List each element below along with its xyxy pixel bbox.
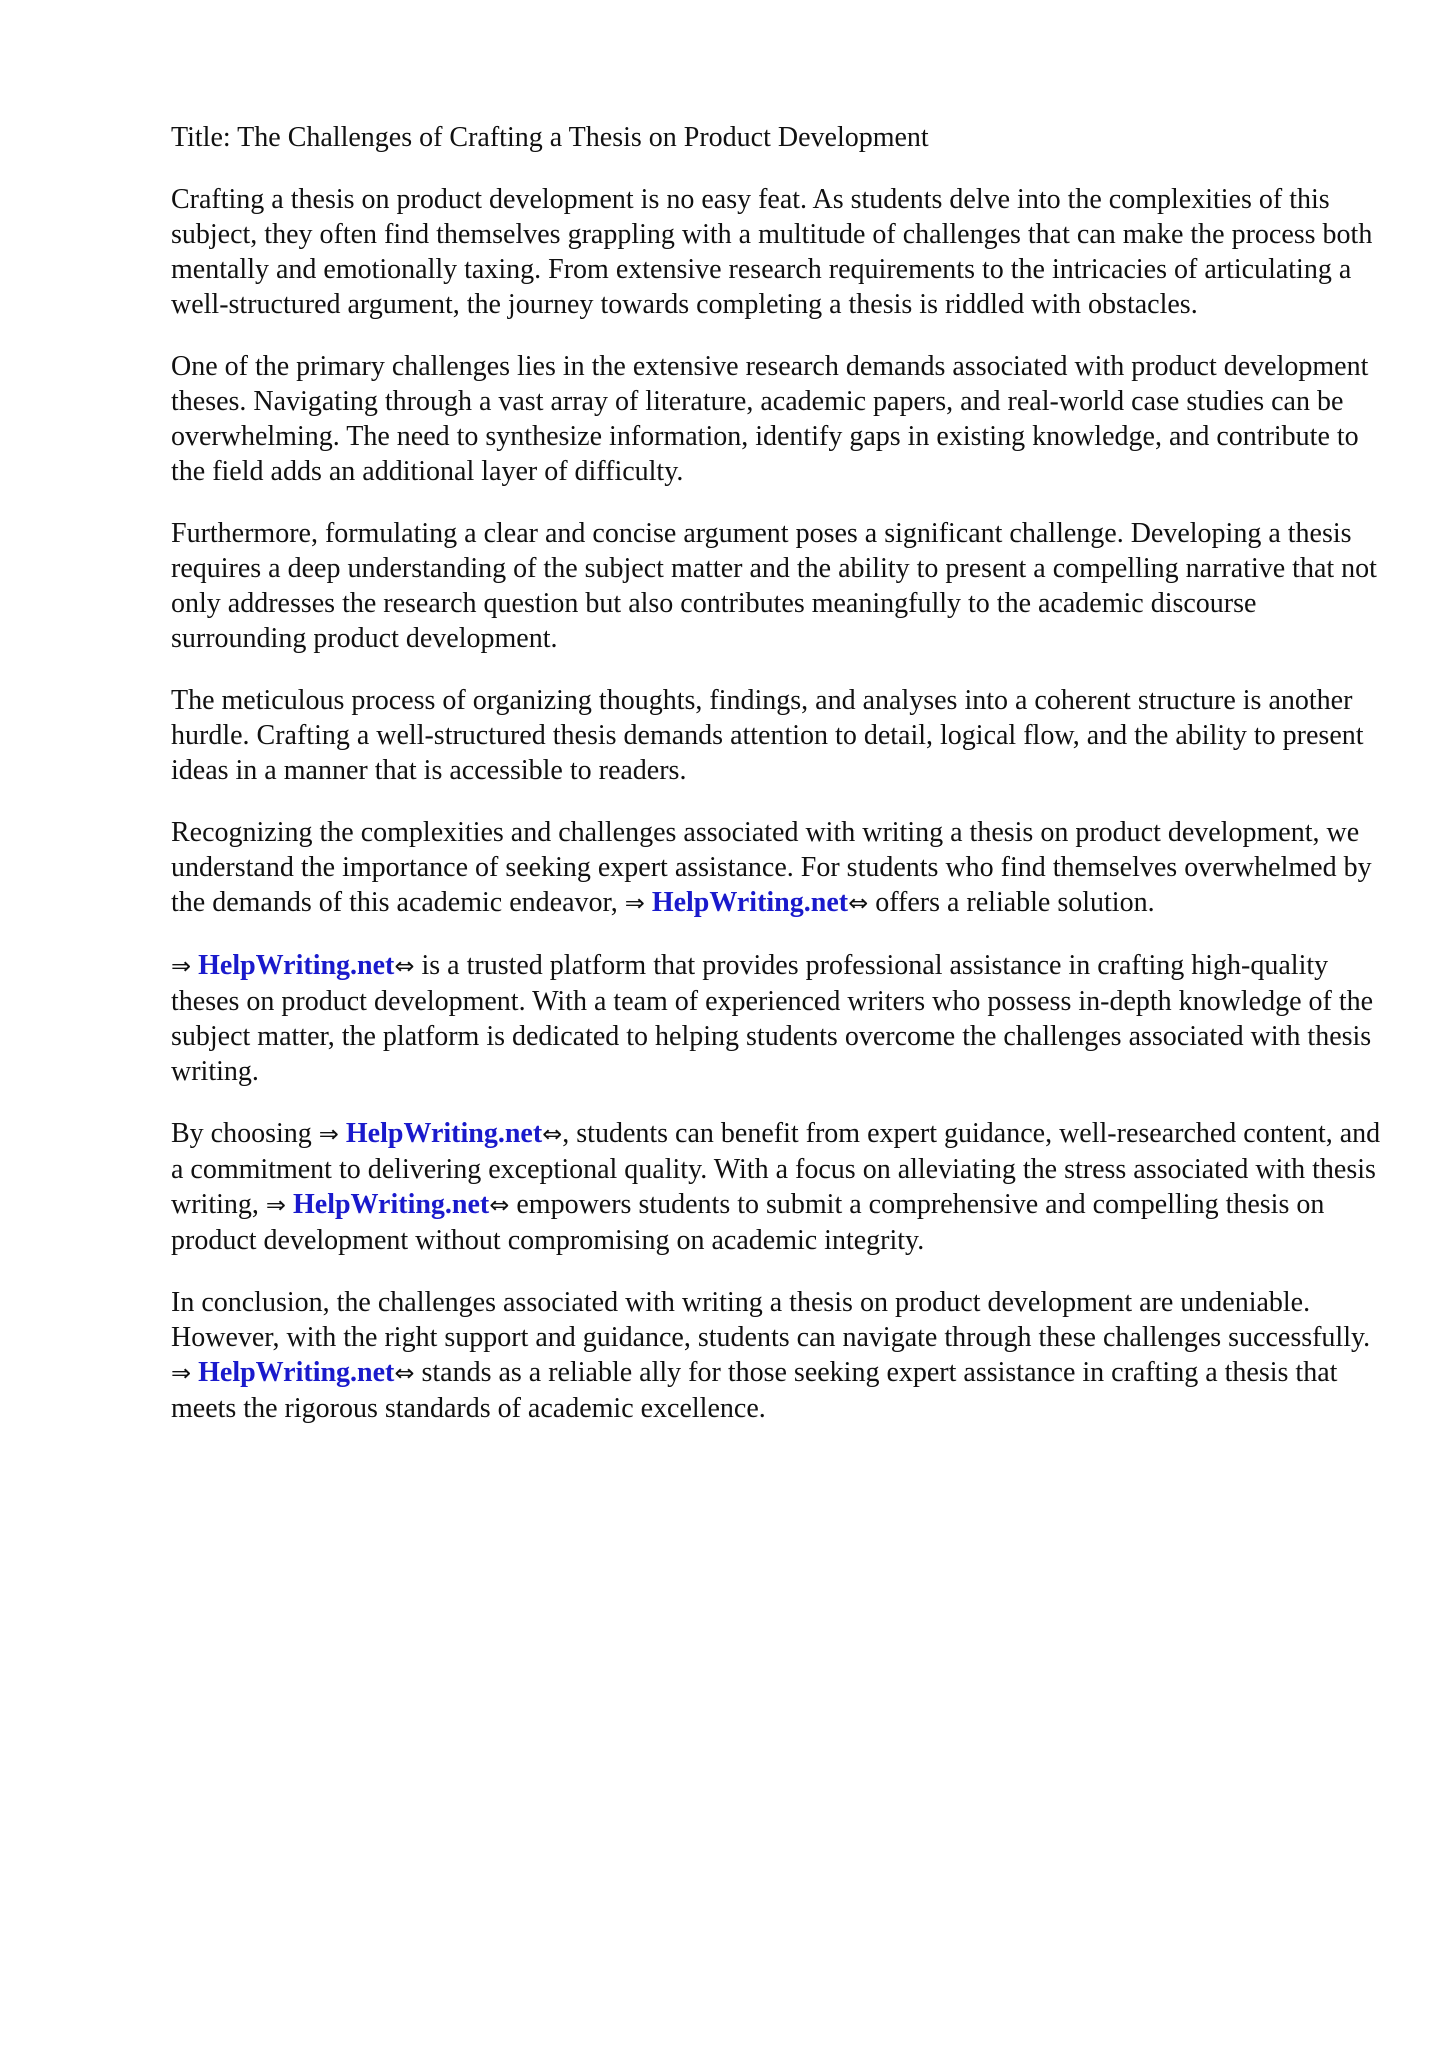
document-page: [171, 120, 1381, 1453]
paragraph-text: is a trusted platform that provides professional assistance in crafting high-quality theses on product development. With a team of experienced writers who possess in-depth knowledge of the subject matter, the platform is dedicated to helping students overcome the challenges associated with thesis writing.: [171, 950, 1374, 1087]
paragraph-text: empowers students to submit a comprehensive and compelling thesis on product development without compromising on academic integrity.: [171, 1189, 1325, 1256]
left-right-double-arrow-icon: ⇔: [394, 1359, 415, 1387]
paragraph-recognizing: [171, 815, 1381, 921]
helpwriting-link[interactable]: HelpWriting.net: [345, 1118, 543, 1149]
paragraph-text: stands as a reliable ally for those seeking expert assistance in crafting a thesis that meets the rigorous standards of academic excellence.: [171, 1357, 1338, 1424]
left-right-double-arrow-icon: ⇔: [394, 952, 415, 980]
document-title: Title: The Challenges of Crafting a Thesis on Product Development: [171, 122, 929, 153]
right-double-arrow-icon: ⇒: [171, 952, 192, 980]
right-double-arrow-icon: ⇒: [318, 1120, 339, 1148]
left-right-double-arrow-icon: ⇔: [542, 1120, 563, 1148]
left-right-double-arrow-icon: ⇔: [489, 1191, 510, 1219]
left-right-double-arrow-icon: ⇔: [848, 889, 869, 917]
paragraph-text: Recognizing the complexities and challenges associated with writing a thesis on product development, we understand the importance of seeking expert assistance. For students who find themselves overwhelmed by the demands of this academic endeavor,: [171, 817, 1372, 918]
helpwriting-link[interactable]: HelpWriting.net: [651, 887, 849, 918]
helpwriting-link[interactable]: HelpWriting.net: [198, 1357, 395, 1388]
helpwriting-link[interactable]: HelpWriting.net: [198, 950, 395, 981]
paragraph-choosing: [171, 1116, 1381, 1258]
right-double-arrow-icon: ⇒: [171, 1359, 192, 1387]
helpwriting-link[interactable]: HelpWriting.net: [293, 1189, 490, 1220]
paragraph-research: One of the primary challenges lies in the extensive research demands associated with product development theses. Navigating through a vast array of literature, academic papers, and real-world case studies can be overwhelming. The need to synthesize information, identify gaps in existing knowledge, and contribute to the field adds an additional layer of difficulty.: [171, 351, 1369, 487]
paragraph-argument: Furthermore, formulating a clear and concise argument poses a significant challenge. Developing a thesis requires a deep understanding of the subject matter and the ability to present a compelling narrative that not only addresses the research question but also contributes meaningfully to the academic discourse surrounding product development.: [171, 518, 1377, 654]
paragraph-platform: [171, 948, 1381, 1089]
paragraph-text: offers a reliable solution.: [868, 887, 1155, 918]
paragraph-text: In conclusion, the challenges associated with writing a thesis on product development are undeniable. However, with the right support and guidance, students can navigate through these challenges successfully.: [171, 1287, 1371, 1353]
paragraph-intro: Crafting a thesis on product development is no easy feat. As students delve into the complexities of this subject, they often find themselves grappling with a multitude of challenges that can make the process both mentally and emotionally taxing. From extensive research requirements to the intricacies of articulating a well-structured argument, the journey towards completing a thesis is riddled with obstacles.: [171, 184, 1373, 320]
paragraph-conclusion: [171, 1285, 1381, 1426]
right-double-arrow-icon: ⇒: [265, 1191, 286, 1219]
paragraph-structure: The meticulous process of organizing thoughts, findings, and analyses into a coherent structure is another hurdle. Crafting a well-structured thesis demands attention to detail, logical flow, and the ability to present ideas in a manner that is accessible to readers.: [171, 685, 1364, 786]
right-double-arrow-icon: ⇒: [624, 889, 645, 917]
paragraph-text: By choosing: [171, 1118, 319, 1149]
paragraph-text: , students can benefit from expert guidance, well-researched content, and a commitment to delivering exceptional quality. With a focus on alleviating the stress associated with thesis writing,: [171, 1118, 1381, 1220]
